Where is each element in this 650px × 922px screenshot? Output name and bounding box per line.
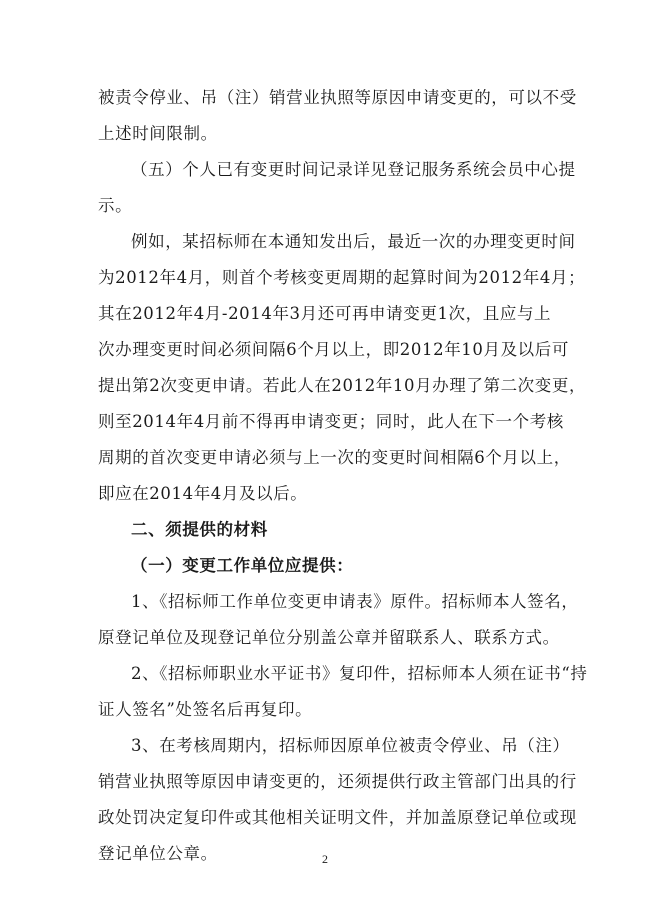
text-line: 次办理变更时间必须间隔6个月以上，即2012年10月及以后可 [98, 340, 569, 359]
paragraph-item-3 [98, 728, 577, 872]
text-line: 即应在2014年4月及以后。 [98, 484, 308, 503]
paragraph-item-2 [98, 656, 588, 728]
text-line: 3、在考核周期内，招标师因原单位被责令停业、吊（注） [131, 736, 570, 755]
text-line: 上述时间限制。 [98, 124, 218, 143]
text-line: 原登记单位及现登记单位分别盖公章并留联系人、联系方式。 [98, 628, 560, 647]
text-line: 2、《招标师职业水平证书》复印件，招标师本人须在证书“持 [131, 664, 588, 683]
text-line: 例如，某招标师在本通知发出后，最近一次的办理变更时间 [131, 232, 576, 251]
paragraph-item-1 [98, 584, 579, 656]
text-line: 证人签名”处签名后再复印。 [98, 700, 313, 719]
paragraph-example [98, 224, 587, 512]
subsection-heading-text: （一）变更工作单位应提供： [131, 556, 354, 575]
text-line: 示。 [98, 196, 133, 215]
text-line: 1、《招标师工作单位变更申请表》原件。招标师本人签名， [131, 592, 579, 611]
text-line: 则至2014年4月前不得再申请变更；同时，此人在下一个考核 [98, 412, 564, 431]
subsection-heading [131, 548, 597, 584]
text-line: 登记单位公章。 [98, 844, 218, 863]
text-line: 其在2012年4月-2014年3月还可再申请变更1次，且应与上 [98, 304, 552, 323]
text-line: （五）个人已有变更时间记录详见登记服务系统会员中心提 [131, 160, 576, 179]
page-number: 2 [322, 852, 328, 866]
text-line: 政处罚决定复印件或其他相关证明文件，并加盖原登记单位或现 [98, 808, 577, 827]
text-line: 销营业执照等原因申请变更的，还须提供行政主管部门出具的行 [98, 772, 577, 791]
text-line: 周期的首次变更申请必须与上一次的变更时间相隔6个月以上， [98, 448, 571, 467]
section-heading-text: 二、须提供的材料 [131, 520, 268, 539]
text-line: 为2012年4月，则首个考核变更周期的起算时间为2012年4月； [98, 268, 586, 287]
paragraph-item-five [98, 152, 576, 224]
paragraph-continuation [98, 80, 577, 152]
text-line: 被责令停业、吊（注）销营业执照等原因申请变更的，可以不受 [98, 88, 577, 107]
text-line: 提出第2次变更申请。若此人在2012年10月办理了第二次变更， [98, 376, 587, 395]
section-heading [131, 512, 597, 548]
